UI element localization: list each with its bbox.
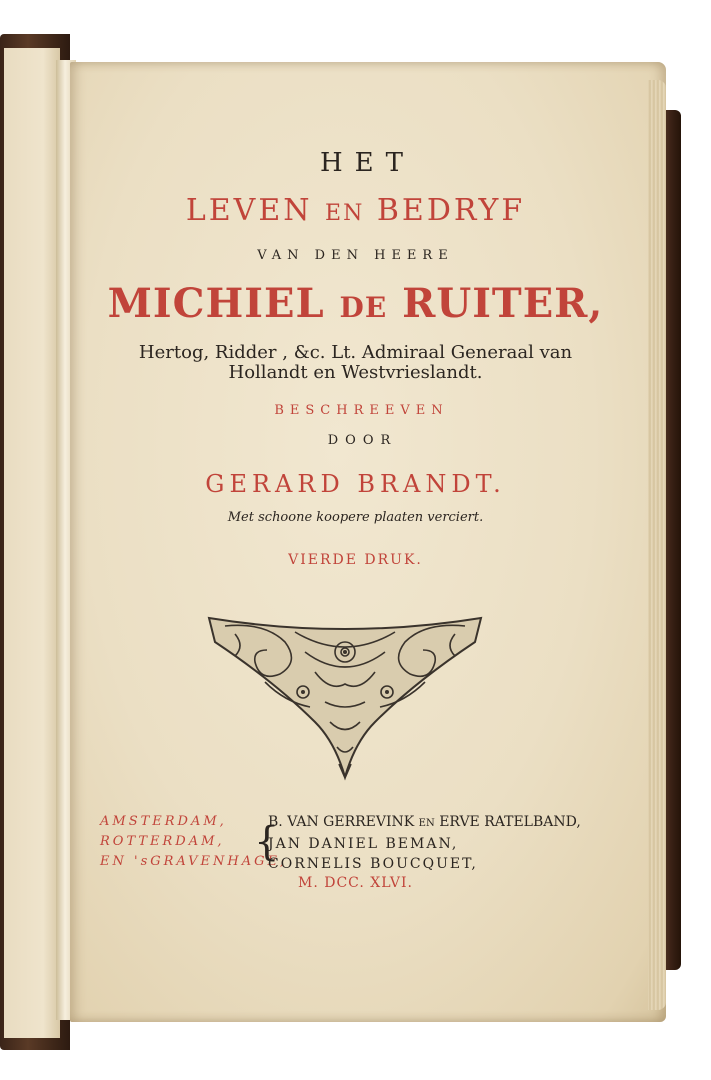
city-rotterdam: ROTTERDAM, <box>100 834 225 849</box>
imprint-publishers <box>268 812 581 874</box>
title-van-den-heere: VAN DEN HEERE <box>257 248 454 263</box>
label-beschreeven: BESCHREEVEN <box>274 403 449 418</box>
title-michiel: MICHIEL <box>107 280 325 327</box>
ornament-vignette-icon <box>205 612 485 782</box>
city-amsterdam: AMSTERDAM, <box>100 814 227 829</box>
edition-label: VIERDE DRUK. <box>288 552 423 568</box>
publisher-2: JAN DANIEL BEMAN, <box>268 836 459 852</box>
title-ruiter: RUITER, <box>402 280 604 327</box>
subtitle-hollandt: Hollandt en Westvrieslandt. <box>228 362 483 383</box>
subtitle-hertog: Hertog, Ridder , &c. Lt. Admiraal Generaal van <box>138 342 573 363</box>
publisher-3: CORNELIS BOUCQUET, <box>268 856 478 872</box>
publisher-1-a: B. VAN GERREVINK <box>268 814 415 830</box>
label-door: DOOR <box>327 433 398 448</box>
title-de: DE <box>339 291 388 324</box>
publisher-1-en: EN <box>418 818 435 829</box>
title-het: HET <box>320 148 415 178</box>
title-en: EN <box>325 201 365 226</box>
imprint-brace: { <box>254 819 280 865</box>
publisher-1-b: ERVE RATELBAND, <box>439 814 581 830</box>
city-gravenhage: EN 'sGRAVENHAGE, <box>100 854 288 869</box>
title-leven: LEVEN <box>185 193 313 228</box>
title-bedryf: BEDRYF <box>376 193 526 228</box>
title-michiel-de-ruiter <box>0 280 711 327</box>
plates-note: Met schoone koopere plaaten verciert. <box>227 510 484 525</box>
publisher-1 <box>268 812 581 834</box>
publication-year: M. DCC. XLVI. <box>298 875 413 891</box>
title-leven-en-bedryf <box>0 193 711 228</box>
author-name: GERARD BRANDT. <box>205 470 506 498</box>
